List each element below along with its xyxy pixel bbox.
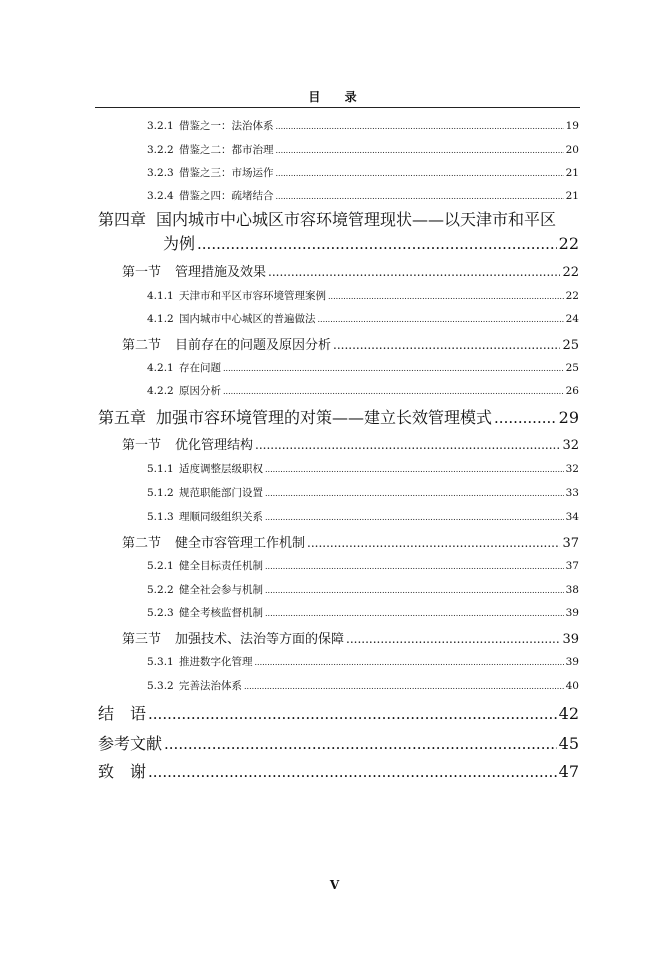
entry-page: 32 [565,463,579,475]
toc-section-5-2[interactable] [122,532,579,551]
entry-number: 3.2.2 [147,144,174,156]
entry-number: 3.2.4 [147,190,174,202]
entry-page: 19 [565,120,579,132]
section-number: 第三节 [122,632,162,647]
entry-number: 4.2.2 [147,385,174,397]
leader-dots [265,609,564,618]
entry-title: 推进数字化管理 [179,656,253,668]
toc-section-4-1[interactable] [122,261,579,280]
entry-page: 21 [565,190,579,202]
entry-title: 借鉴之二：都市治理 [179,144,274,156]
entry-title: 国内城市中心城区的普遍做法 [179,313,316,325]
toc-entry-5-1-2[interactable] [147,485,579,500]
leader-dots [265,513,564,522]
entry-title: 健全考核监督机制 [179,607,263,619]
entry-page: 39 [565,607,579,619]
entry-page: 25 [562,338,579,353]
leader-dots [265,465,564,474]
toc-entry-5-1-1[interactable] [147,461,579,476]
entry-title: 规范职能部门设置 [179,487,263,499]
toc-chapter-4-line2[interactable] [163,231,579,254]
entry-number: 5.2.1 [147,560,174,572]
leader-dots [276,169,564,178]
entry-page: 42 [558,704,579,723]
section-title: 目前存在的问题及原因分析 [175,338,332,353]
leader-dots [255,438,560,452]
entry-title: 参考文献 [98,734,163,753]
toc-entry-4-1-1[interactable] [147,288,579,303]
toc-entry-5-3-1[interactable] [147,654,579,669]
entry-number: 5.1.1 [147,463,174,475]
entry-title: 健全社会参与机制 [179,584,263,596]
toc-entry-3-2-1[interactable] [147,118,579,133]
entry-number: 4.1.1 [147,290,174,302]
chapter-number: 第四章 [98,210,147,229]
entry-page: 38 [565,584,579,596]
section-number: 第二节 [122,338,162,353]
toc-entry-5-2-3[interactable] [147,605,579,620]
leader-dots [318,315,564,324]
section-title: 健全市容管理工作机制 [175,536,306,551]
toc-acknowledgements[interactable] [98,759,579,782]
toc-entry-5-3-2[interactable] [147,678,579,693]
leader-dots [244,682,564,691]
leader-dots [346,632,560,646]
entry-title: 原因分析 [179,385,221,397]
entry-page: 37 [565,560,579,572]
header-rule [95,107,580,108]
leader-dots [265,489,564,498]
entry-title: 致 谢 [98,762,147,781]
entry-page: 22 [558,234,579,253]
leader-dots [307,536,560,550]
entry-title: 天津市和平区市容环境管理案例 [179,290,326,302]
entry-page: 39 [562,632,579,647]
chapter-title: 加强市容环境管理的对策——建立长效管理模式 [156,408,493,427]
toc-section-5-1[interactable] [122,434,579,453]
entry-page: 40 [565,680,579,692]
chapter-title-line1: 国内城市中心城区市容环境管理现状——以天津市和平区 [156,210,557,229]
entry-title: 适度调整层级职权 [179,463,263,475]
leader-dots [276,122,564,131]
entry-title: 存在问题 [179,362,221,374]
leader-dots [276,146,564,155]
leader-dots [265,562,564,571]
chapter-title-line2: 为例 [163,234,196,253]
section-title: 管理措施及效果 [175,265,267,280]
entry-title: 健全目标责任机制 [179,560,263,572]
entry-page: 20 [565,144,579,156]
entry-page: 26 [565,385,579,397]
entry-number: 5.2.2 [147,584,174,596]
entry-page: 37 [562,536,579,551]
entry-page: 29 [558,408,579,427]
leader-dots [197,235,557,253]
entry-number: 5.2.3 [147,607,174,619]
entry-page: 21 [565,167,579,179]
section-number: 第一节 [122,438,162,453]
entry-page: 32 [562,438,579,453]
entry-title: 借鉴之一：法治体系 [179,120,274,132]
entry-page: 22 [562,265,579,280]
entry-title: 理顺同级组织关系 [179,511,263,523]
entry-number: 5.1.2 [147,487,174,499]
leader-dots [148,763,557,781]
toc-entry-5-2-1[interactable] [147,558,579,573]
leader-dots [223,364,564,373]
toc-entry-3-2-4[interactable] [147,188,579,203]
toc-conclusion[interactable] [98,701,579,724]
entry-number: 4.2.1 [147,362,174,374]
leader-dots [255,658,564,667]
leader-dots [333,338,560,352]
leader-dots [268,265,560,279]
toc-chapter-5[interactable] [98,405,579,428]
toc-entry-4-2-1[interactable] [147,360,579,375]
entry-page: 25 [565,362,579,374]
toc-entry-4-2-2[interactable] [147,383,579,398]
leader-dots [328,292,564,301]
entry-page: 45 [558,734,579,753]
leader-dots [494,409,557,427]
entry-title: 完善法治体系 [179,680,242,692]
toc-chapter-4-line1[interactable] [98,207,579,230]
toc-entry-5-1-3[interactable] [147,509,579,524]
entry-page: 24 [565,313,579,325]
leader-dots [164,735,557,753]
toc-section-4-2[interactable] [122,334,579,353]
entry-number: 5.3.1 [147,656,174,668]
section-title: 加强技术、法治等方面的保障 [175,632,345,647]
toc-section-5-3[interactable] [122,628,579,647]
toc-entry-3-2-2[interactable] [147,142,579,157]
section-title: 优化管理结构 [175,438,254,453]
leader-dots [276,192,564,201]
entry-page: 22 [565,290,579,302]
entry-page: 33 [565,487,579,499]
leader-dots [223,387,564,396]
entry-number: 5.3.2 [147,680,174,692]
toc-entry-4-1-2[interactable] [147,311,579,326]
leader-dots [265,586,564,595]
entry-title: 结 语 [98,704,147,723]
entry-number: 4.1.2 [147,313,174,325]
chapter-number: 第五章 [98,408,147,427]
toc-entry-5-2-2[interactable] [147,582,579,597]
toc-entry-3-2-3[interactable] [147,165,579,180]
leader-dots [148,705,557,723]
entry-title: 借鉴之三：市场运作 [179,167,274,179]
entry-number: 5.1.3 [147,511,174,523]
entry-page: 39 [565,656,579,668]
toc-header-title: 目 录 [308,90,367,104]
entry-page: 47 [558,762,579,781]
entry-number: 3.2.1 [147,120,174,132]
section-number: 第二节 [122,536,162,551]
toc-references[interactable] [98,731,579,754]
page-number: V [329,878,340,892]
entry-title: 借鉴之四：疏堵结合 [179,190,274,202]
entry-number: 3.2.3 [147,167,174,179]
section-number: 第一节 [122,265,162,280]
entry-page: 34 [565,511,579,523]
